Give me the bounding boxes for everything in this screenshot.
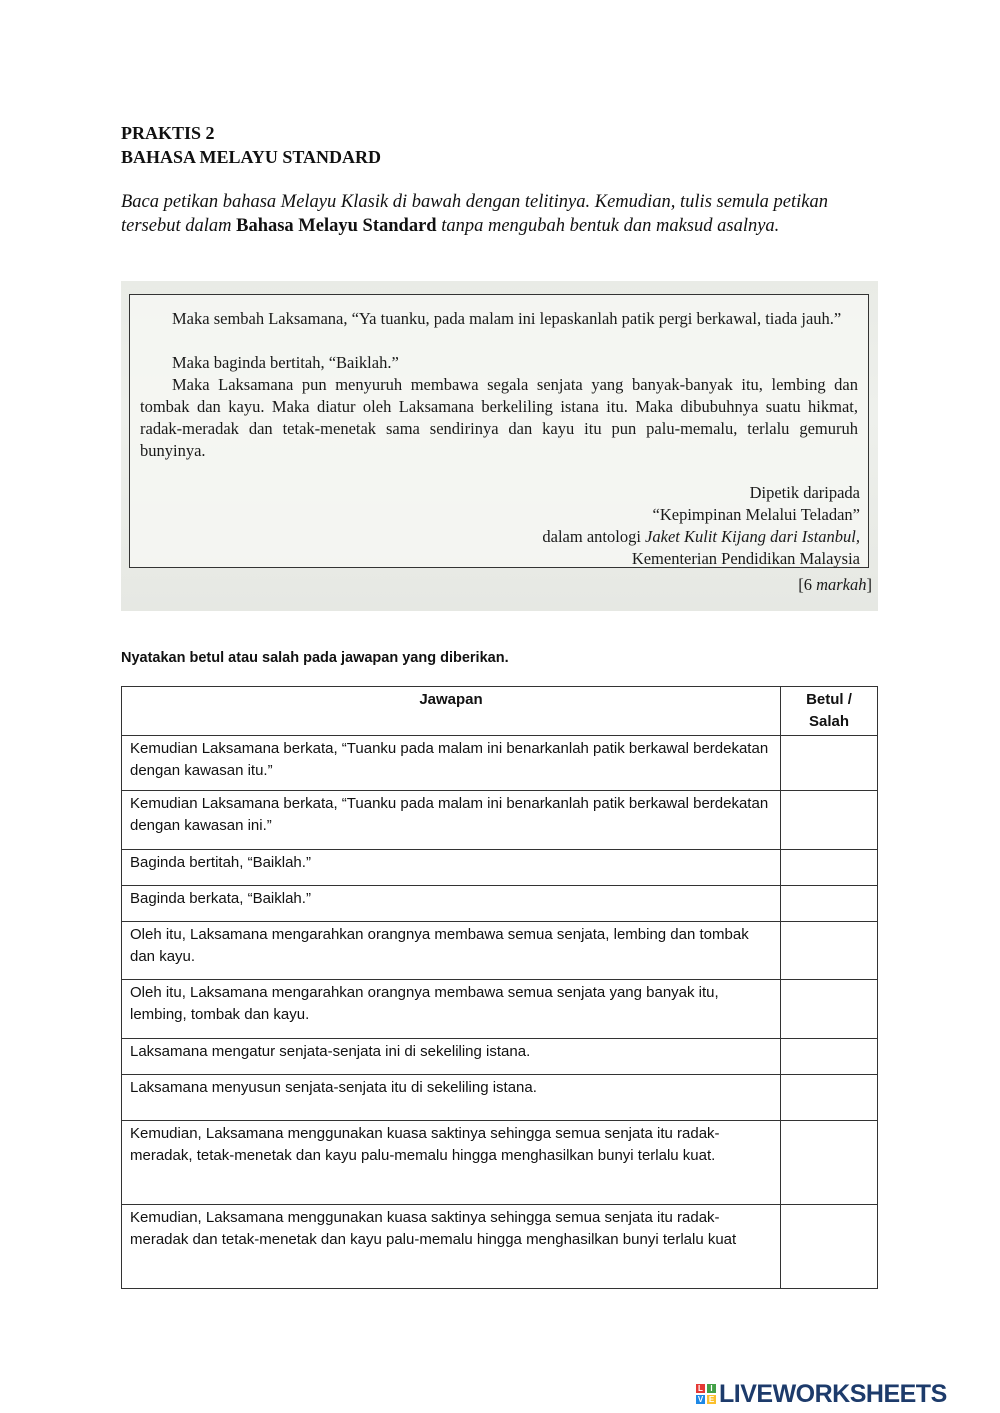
source-line-3-title: Jaket Kulit Kijang dari Istanbul, — [645, 527, 860, 546]
table-header-row — [122, 687, 878, 736]
table-row — [122, 1121, 878, 1205]
table-row — [122, 1075, 878, 1121]
table-row — [122, 1205, 878, 1289]
header-jawapan: Jawapan — [122, 687, 781, 736]
logo-letter: E — [708, 1395, 715, 1404]
answer-cell: Oleh itu, Laksamana mengarahkan orangnya membawa semua senjata yang banyak itu, lembing, tombak dan kayu. — [122, 980, 781, 1039]
logo-text: LIVEWORKSHEETS — [719, 1379, 947, 1408]
table-row — [122, 791, 878, 850]
answer-table — [121, 686, 878, 1289]
logo-icon — [696, 1384, 716, 1404]
logo-letter: L — [696, 1384, 705, 1393]
table-row — [122, 850, 878, 886]
answer-cell: Kemudian, Laksamana menggunakan kuasa saktinya sehingga semua senjata itu radak-meradak, tetak-menetak dan kayu palu-memalu hingga menghasilkan bunyi terlalu kuat. — [122, 1121, 781, 1205]
instruction-part-1: Baca petikan bahasa Melayu Klasik di bawah dengan telitinya. Kemudian, tulis semula petikan tersebut dalam — [121, 192, 829, 236]
liveworksheets-logo[interactable] — [696, 1380, 947, 1408]
answer-cell: Laksamana menyusun senjata-senjata itu di sekeliling istana. — [122, 1075, 781, 1121]
worksheet-title — [121, 121, 381, 169]
status-cell[interactable] — [781, 850, 878, 886]
status-cell[interactable] — [781, 1205, 878, 1289]
source-line-3-prefix: dalam antologi — [542, 527, 646, 546]
instruction-bold: Bahasa Melayu Standard — [236, 216, 437, 236]
status-cell[interactable] — [781, 1075, 878, 1121]
status-cell[interactable] — [781, 1039, 878, 1075]
source-line-2: “Kepimpinan Melalui Teladan” — [652, 505, 860, 524]
passage-paragraph-1: Maka sembah Laksamana, “Ya tuanku, pada malam ini lepaskanlah patik pergi berkawal, tiada jauh.” — [172, 309, 842, 328]
source-line-1: Dipetik daripada — [749, 483, 860, 502]
status-cell[interactable] — [781, 922, 878, 980]
status-cell[interactable] — [781, 980, 878, 1039]
question-text: Nyatakan betul atau salah pada jawapan yang diberikan. — [121, 650, 509, 666]
instruction-part-2: tanpa mengubah bentuk dan maksud asalnya. — [436, 216, 780, 236]
answer-cell: Kemudian Laksamana berkata, “Tuanku pada malam ini benarkanlah patik berkawal berdekatan dengan kawasan ini.” — [122, 791, 781, 850]
table-row — [122, 922, 878, 980]
marks-label — [798, 575, 872, 595]
answer-cell: Baginda bertitah, “Baiklah.” — [122, 850, 781, 886]
scanned-passage-image — [121, 281, 878, 611]
passage-paragraph-3: Maka Laksamana pun menyuruh membawa segala senjata yang banyak-banyak itu, lembing dan tombak dan kayu. Maka diatur oleh Laksamana berkeliling istana itu. Maka dibubuhnya suatu hikmat, radak-meradak dan tetak-menetak sama sendirinya dan kayu itu pun palu-memalu, terlalu gemuruh bunyinya. — [140, 375, 858, 460]
table-row — [122, 886, 878, 922]
passage-box — [129, 294, 869, 568]
instruction-text — [121, 190, 886, 238]
logo-letter: I — [707, 1384, 716, 1393]
status-cell[interactable] — [781, 736, 878, 791]
table-row — [122, 1039, 878, 1075]
status-cell[interactable] — [781, 791, 878, 850]
source-line-4: Kementerian Pendidikan Malaysia — [631, 549, 860, 568]
answer-cell: Laksamana mengatur senjata-senjata ini di sekeliling istana. — [122, 1039, 781, 1075]
marks-suffix: ] — [866, 575, 872, 594]
logo-letter: V — [697, 1395, 704, 1404]
header-betul-salah: Betul / Salah — [781, 687, 878, 736]
answer-cell: Kemudian Laksamana berkata, “Tuanku pada malam ini benarkanlah patik berkawal berdekatan dengan kawasan itu.” — [122, 736, 781, 791]
source-line-3 — [542, 526, 860, 548]
table-row — [122, 980, 878, 1039]
marks-prefix: [6 — [798, 575, 817, 594]
title-line-2: BAHASA MELAYU STANDARD — [121, 147, 382, 167]
status-cell[interactable] — [781, 1121, 878, 1205]
answer-cell: Kemudian, Laksamana menggunakan kuasa saktinya sehingga semua senjata itu radak-meradak dan tetak-menetak dan kayu palu-memalu hingga menghasilkan bunyi terlalu kuat — [122, 1205, 781, 1289]
marks-word: markah — [816, 575, 867, 594]
answer-cell: Oleh itu, Laksamana mengarahkan orangnya membawa semua senjata, lembing dan tombak dan kayu. — [122, 922, 781, 980]
passage-paragraph-2: Maka baginda bertitah, “Baiklah.” — [172, 353, 399, 372]
status-cell[interactable] — [781, 886, 878, 922]
table-row — [122, 736, 878, 791]
title-line-1: PRAKTIS 2 — [121, 123, 215, 143]
answer-cell: Baginda berkata, “Baiklah.” — [122, 886, 781, 922]
